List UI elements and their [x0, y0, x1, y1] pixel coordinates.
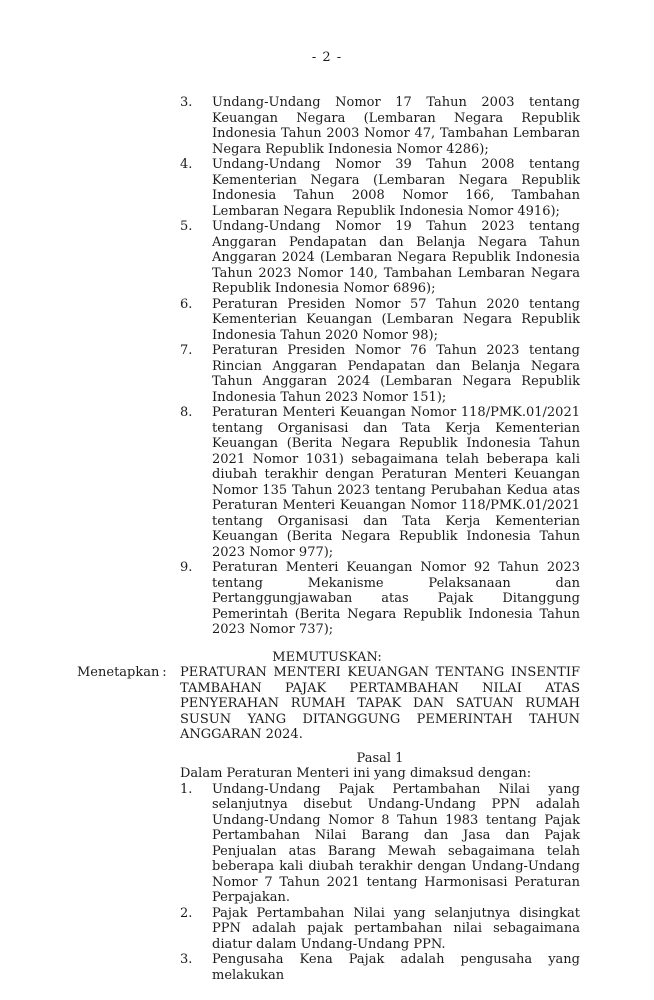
list-item-number: 6. — [180, 296, 193, 312]
list-item — [180, 297, 580, 344]
list-item-number: 5. — [180, 219, 193, 234]
list-item-text: Undang-Undang Nomor 17 Tahun 2003 tentang Keuangan Negara (Lembaran Negara Republik Indonesia Tahun 2003 Nomor 47, Tambahan Lembaran Negara Republik Indonesia Nomor 4286); — [212, 95, 580, 157]
list-item — [180, 952, 580, 983]
list-item-number: 2. — [180, 905, 193, 921]
menetapkan-text: PERATURAN MENTERI KEUANGAN TENTANG INSENTIF TAMBAHAN PAJAK PERTAMBAHAN NILAI ATAS PENYERAHAN RUMAH TAPAK DAN SATUAN RUMAH SUSUN YANG DITANGGUNG PEMERINTAH TAHUN ANGGARAN 2024. — [180, 665, 580, 742]
list-item-number: 3. — [180, 952, 193, 967]
list-item — [180, 906, 580, 953]
list-item-text: Peraturan Presiden Nomor 76 Tahun 2023 tentang Rincian Anggaran Pendapatan dan Belanja Negara Tahun Anggaran 2024 (Lembaran Negara Republik Indonesia Tahun 2023 Nomor 151); — [212, 343, 580, 405]
list-item-text: Peraturan Menteri Keuangan Nomor 118/PMK.01/2021 tentang Organisasi dan Tata Kerja Kementerian Keuangan (Berita Negara Republik Indonesia Tahun 2021 Nomor 1031) sebagaimana telah beberapa kali diubah terakhir dengan Peraturan Menteri Keuangan Nomor 135 Tahun 2023 tentang Perubahan Kedua atas Peraturan Menteri Keuangan Nomor 118/PMK.01/2021 tentang Organisasi dan Tata Kerja Kementerian Keuangan (Berita Negara Republik Indonesia Tahun 2023 Nomor 977); — [212, 405, 580, 560]
pasal-1-heading: Pasal 1 — [356, 750, 404, 766]
considerations-list — [180, 95, 580, 638]
list-item-number: 3. — [180, 95, 193, 110]
list-item-text: Undang-Undang Nomor 39 Tahun 2008 tentang Kementerian Negara (Lembaran Negara Republik Indonesia Tahun 2008 Nomor 166, Tambahan Lembaran Negara Republik Indonesia Nomor 4916); — [212, 157, 580, 219]
list-item — [180, 405, 580, 560]
list-item — [180, 95, 580, 157]
list-item-number: 8. — [180, 405, 193, 420]
list-item-text: Undang-Undang Pajak Pertambahan Nilai yang selanjutnya disebut Undang-Undang PPN adalah Undang-Undang Nomor 8 Tahun 1983 tentang Pajak Pertambahan Nilai Barang dan Jasa dan Pajak Penjualan atas Barang Mewah sebagaimana telah beberapa kali diubah terakhir dengan Undang-Undang Nomor 7 Tahun 2021 tentang Harmonisasi Peraturan Perpajakan. — [212, 781, 580, 905]
memutuskan-heading: MEMUTUSKAN: — [272, 649, 382, 665]
page-number: - 2 - — [311, 50, 343, 65]
list-item-number: 9. — [180, 560, 193, 575]
list-item — [180, 157, 580, 219]
list-item-text: Pajak Pertambahan Nilai yang selanjutnya disingkat PPN adalah pajak pertambahan nilai sebagaimana diatur dalam Undang-Undang PPN. — [212, 905, 580, 952]
pasal-1-intro: Dalam Peraturan Menteri ini yang dimaksud dengan: — [180, 766, 532, 781]
menetapkan-row — [0, 665, 654, 743]
list-item — [180, 343, 580, 405]
pasal-1-section — [180, 751, 580, 984]
list-item-number: 1. — [180, 781, 193, 797]
list-item-number: 7. — [180, 343, 193, 358]
list-item-number: 4. — [180, 157, 193, 172]
list-item-text: Pengusaha Kena Pajak adalah pengusaha yang melakukan — [212, 952, 580, 983]
definitions-list — [180, 782, 580, 984]
list-item-text: Undang-Undang Nomor 19 Tahun 2023 tentang Anggaran Pendapatan dan Belanja Negara Tahun Anggaran 2024 (Lembaran Negara Republik Indonesia Tahun 2023 Nomor 140, Tambahan Lembaran Negara Republik Indonesia Nomor 6896); — [212, 219, 580, 296]
list-item — [180, 782, 580, 906]
list-item — [180, 560, 580, 638]
menetapkan-colon: : — [162, 665, 167, 680]
list-item-text: Peraturan Presiden Nomor 57 Tahun 2020 tentang Kementerian Keuangan (Lembaran Negara Republik Indonesia Tahun 2020 Nomor 98); — [212, 296, 580, 343]
menetapkan-label: Menetapkan — [77, 665, 160, 680]
document-body — [0, 95, 654, 983]
list-item — [180, 219, 580, 297]
list-item-text: Peraturan Menteri Keuangan Nomor 92 Tahun 2023 tentang Mekanisme Pelaksanaan dan Pertanggungjawaban atas Pajak Ditanggung Pemerintah (Berita Negara Republik Indonesia Tahun 2023 Nomor 737); — [212, 560, 580, 637]
